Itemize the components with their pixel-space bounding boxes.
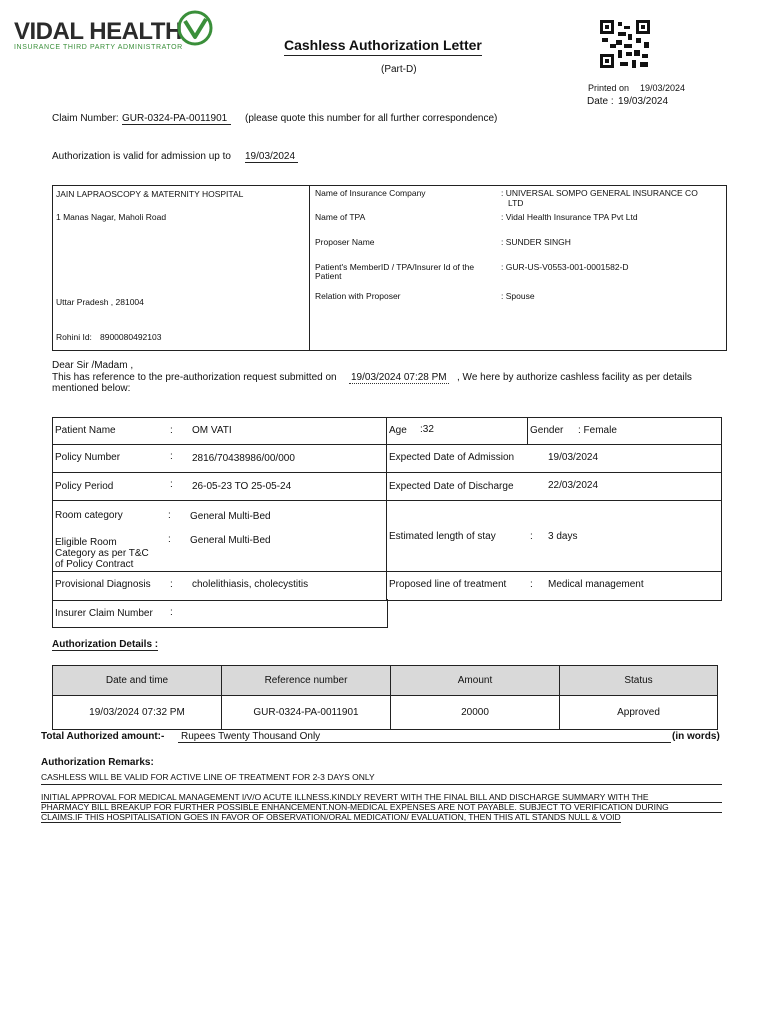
member-id-value: : GUR-US-V0553-001-0001582-D — [501, 262, 629, 272]
v-checkmark-logo-icon — [176, 10, 214, 46]
logo-name: VIDAL HEALTH — [14, 18, 182, 45]
tpa-value: : Vidal Health Insurance TPA Pvt Ltd — [501, 212, 638, 222]
patient-name-value: OM VATI — [192, 425, 232, 436]
room-category-value: General Multi-Bed — [190, 511, 271, 522]
treatment-value: Medical management — [548, 579, 644, 590]
date-label: Date : — [587, 96, 614, 107]
validity-value: 19/03/2024 — [245, 151, 298, 163]
member-id-label-cont: Patient — [315, 271, 342, 281]
column-header: Date and time — [53, 666, 222, 696]
treatment-colon: : — [530, 579, 533, 590]
admission-date-label: Expected Date of Admission — [389, 452, 515, 463]
gender-label: Gender — [530, 425, 564, 436]
authorization-heading: Authorization Details : — [52, 639, 159, 650]
discharge-date-value: 22/03/2024 — [548, 480, 599, 491]
patient-name-label: Patient Name — [55, 425, 116, 436]
total-amount-words: Rupees Twenty Thousand Only — [178, 731, 671, 743]
tpa-label: Name of TPA — [315, 212, 366, 222]
rohini-id-value: 8900080492103 — [100, 332, 162, 342]
relation-value: : Spouse — [501, 291, 535, 301]
length-of-stay-value: 3 days — [548, 531, 578, 542]
proposer-value: : SUNDER SINGH — [501, 237, 571, 247]
box-divider — [309, 185, 310, 350]
remarks-para-1: INITIAL APPROVAL FOR MEDICAL MANAGEMENT I/V/O ACUTE ILLNESS.KINDLY REVERT WITH THE FINAL BILL AND DISCHARGE SUMMARY WITH THE — [41, 792, 722, 803]
relation-label: Relation with Proposer — [315, 291, 401, 301]
table-header-row — [53, 666, 718, 696]
rohini-id-label: Rohini Id: — [56, 332, 92, 342]
discharge-date-label: Expected Date of Discharge — [389, 481, 514, 492]
length-of-stay-colon: : — [530, 531, 533, 542]
remarks-para-2: PHARMACY BILL BREAKUP FOR FURTHER POSSIBLE ENHANCEMENT.NON-MEDICAL EXPENSES ARE NOT PAYABLE. SUBJECT TO VERIFICATION DURING — [41, 802, 722, 813]
page-title: Cashless Authorization Letter — [284, 37, 482, 56]
auth-date-cell: 19/03/2024 07:32 PM — [53, 696, 222, 730]
diagnosis-colon: : — [170, 579, 173, 590]
proposer-label: Proposer Name — [315, 237, 375, 247]
claim-number-label: Claim Number: — [52, 113, 119, 124]
remarks-para-3: CLAIMS.IF THIS HOSPITALISATION GOES IN FAVOR OF OBSERVATION/ORAL MEDICATION/ EVALUATION, THEN THIS ATL STANDS NULL & VOID — [41, 812, 621, 822]
submitted-on-value: 19/03/2024 07:28 PM — [351, 372, 447, 383]
eligible-room-label-2: Category as per T&C — [55, 548, 149, 559]
age-label: Age — [389, 425, 407, 436]
gender-value: : Female — [578, 425, 617, 436]
insurance-company-label: Name of Insurance Company — [315, 188, 426, 198]
printed-on-label: Printed on — [588, 83, 630, 93]
in-words-label: (in words) — [672, 731, 720, 742]
logo-tagline: INSURANCE THIRD PARTY ADMINISTRATOR — [14, 44, 183, 51]
letter-body-cont: mentioned below: — [52, 383, 131, 394]
insurance-company-value: : UNIVERSAL SOMPO GENERAL INSURANCE CO — [501, 188, 698, 198]
remarks-heading: Authorization Remarks: — [41, 757, 154, 768]
remarks-line-1: CASHLESS WILL BE VALID FOR ACTIVE LINE OF TREATMENT FOR 2-3 DAYS ONLY — [41, 772, 722, 785]
patient-name-colon: : — [170, 425, 173, 436]
page-subtitle: (Part-D) — [381, 64, 417, 75]
letter-body-start: This has reference to the pre-authorization request submitted on — [52, 372, 337, 383]
insurer-claim-label: Insurer Claim Number — [55, 608, 153, 619]
eligible-room-colon: : — [168, 534, 171, 545]
policy-number-label: Policy Number — [55, 452, 121, 463]
room-category-label: Room category — [55, 510, 123, 521]
column-header: Reference number — [222, 666, 391, 696]
diagnosis-value: cholelithiasis, cholecystitis — [192, 579, 309, 590]
column-header: Status — [560, 666, 718, 696]
policy-period-label: Policy Period — [55, 481, 114, 492]
length-of-stay-label: Estimated length of stay — [389, 531, 496, 542]
policy-period-value: 26-05-23 TO 25-05-24 — [192, 481, 292, 492]
auth-reference-cell: GUR-0324-PA-0011901 — [222, 696, 391, 730]
auth-status-cell: Approved — [560, 696, 718, 730]
printed-on-value: 19/03/2024 — [640, 83, 686, 93]
hospital-address: 1 Manas Nagar, Maholi Road — [56, 212, 167, 222]
policy-period-colon: : — [170, 479, 173, 490]
hospital-state: Uttar Pradesh , 281004 — [56, 297, 144, 307]
eligible-room-value: General Multi-Bed — [190, 535, 271, 546]
qr-code-icon — [600, 20, 650, 68]
letter-body-end: , We here by authorize cashless facility as per details — [457, 372, 692, 383]
claim-number-value: GUR-0324-PA-0011901 — [122, 113, 231, 125]
policy-number-colon: : — [170, 451, 173, 462]
insurer-claim-colon: : — [170, 607, 173, 618]
age-value: :32 — [420, 424, 434, 435]
eligible-room-label-1: Eligible Room — [55, 537, 117, 548]
policy-number-value: 2816/70438986/00/000 — [192, 453, 295, 464]
member-id-label: Patient's MemberID / TPA/Insurer Id of the — [315, 262, 475, 272]
claim-number-note: (please quote this number for all further correspondence) — [245, 113, 498, 124]
total-amount-label: Total Authorized amount:- — [41, 731, 165, 742]
date-value: 19/03/2024 — [618, 96, 669, 107]
insurance-company-value-cont: LTD — [508, 198, 524, 208]
diagnosis-label: Provisional Diagnosis — [55, 579, 151, 590]
validity-label: Authorization is valid for admission up to — [52, 151, 231, 162]
treatment-label: Proposed line of treatment — [389, 579, 507, 590]
column-header: Amount — [391, 666, 560, 696]
salutation: Dear Sir /Madam , — [52, 360, 134, 371]
authorization-table — [52, 665, 718, 730]
admission-date-value: 19/03/2024 — [548, 452, 599, 463]
table-row — [53, 696, 718, 730]
company-logo — [14, 14, 214, 54]
room-category-colon: : — [168, 510, 171, 521]
eligible-room-label-3: of Policy Contract — [55, 559, 134, 570]
auth-amount-cell: 20000 — [391, 696, 560, 730]
hospital-name: JAIN LAPRAOSCOPY & MATERNITY HOSPITAL — [56, 189, 244, 199]
